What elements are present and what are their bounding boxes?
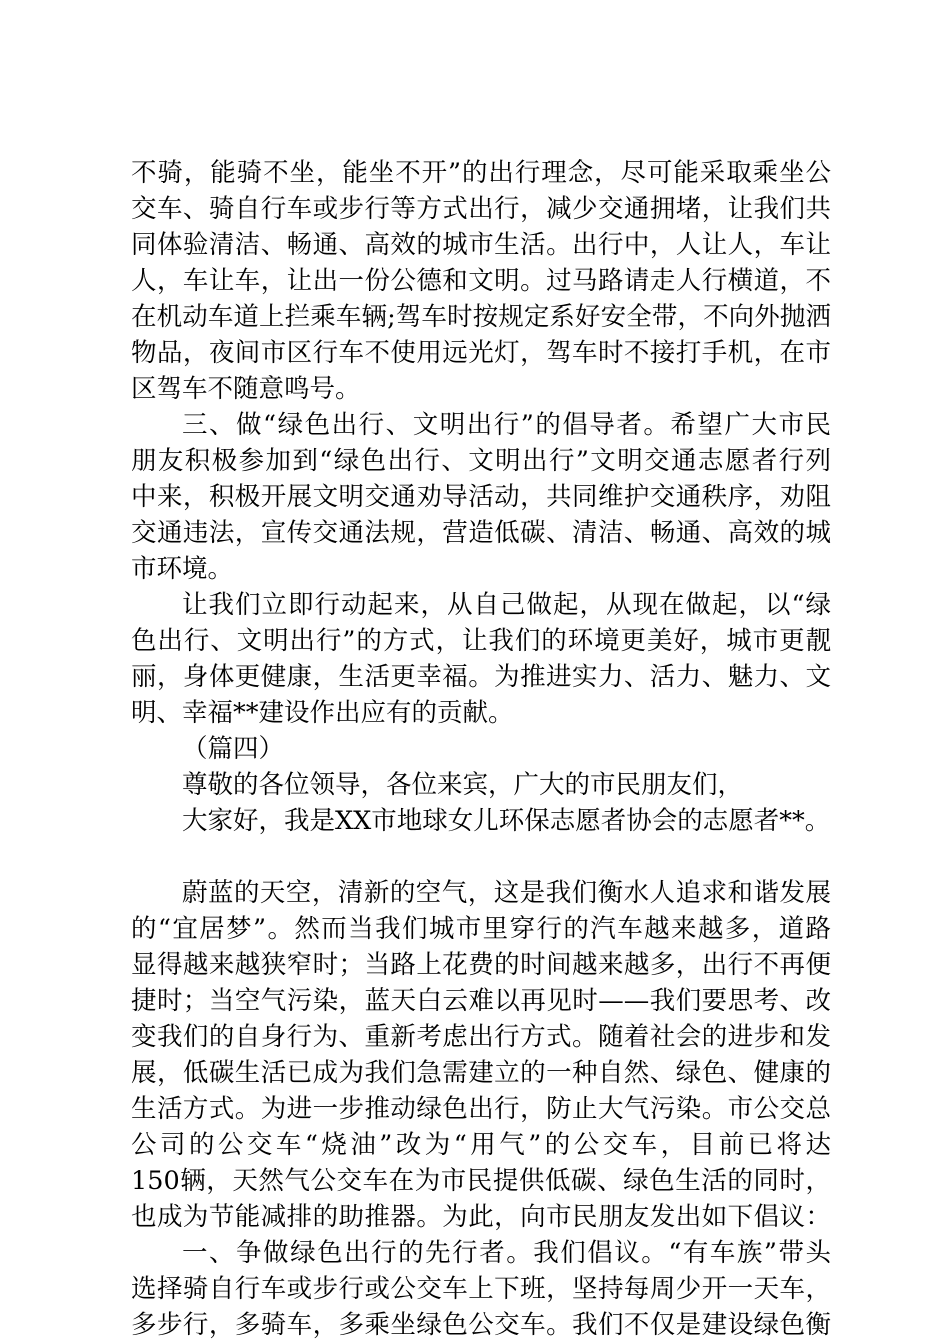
- text-line: 150辆，天然气公交车在为市民提供低碳、绿色生活的同时，: [131, 1166, 831, 1196]
- text-line: 中来，积极开展文明交通劝导活动，共同维护交通秩序，劝阻: [131, 482, 831, 512]
- text-line: 显得越来越狭窄时；当路上花费的时间越来越多，出行不再便: [131, 950, 831, 980]
- section-heading: （篇四）: [182, 734, 285, 764]
- text-line: 同体验清洁、畅通、高效的城市生活。出行中，人让人，车让: [131, 230, 831, 260]
- text-line: 交通违法，宣传交通法规，营造低碳、清洁、畅通、高效的城: [131, 518, 831, 548]
- text-line: 色出行、文明出行”的方式，让我们的环境更美好，城市更靓: [131, 626, 831, 656]
- text-line: 市环境。: [131, 554, 234, 584]
- text-line: 生活方式。为进一步推动绿色出行，防止大气污染。市公交总: [131, 1094, 831, 1124]
- text-line: 多步行，多骑车，多乘坐绿色公交车。我们不仅是建设绿色衡: [131, 1310, 831, 1340]
- blank-line: [131, 839, 831, 875]
- text-line: 丽，身体更健康，生活更幸福。为推进实力、活力、魅力、文: [131, 662, 831, 692]
- text-line: 朋友积极参加到“绿色出行、文明出行”文明交通志愿者行列: [131, 446, 831, 476]
- text-line: 公司的公交车“烧油”改为“用气”的公交车，目前已将达: [131, 1130, 831, 1160]
- text-line: 让我们立即行动起来，从自己做起，从现在做起，以“绿: [182, 590, 831, 620]
- text-line: 物品，夜间市区行车不使用远光灯，驾车时不接打手机，在市: [131, 338, 831, 368]
- greeting-line: 大家好，我是XX市地球女儿环保志愿者协会的志愿者**。: [182, 806, 831, 836]
- text-line: 三、做“绿色出行、文明出行”的倡导者。希望广大市民: [182, 410, 831, 440]
- document-body: [131, 155, 831, 1343]
- text-line: 人，车让车，让出一份公德和文明。过马路请走人行横道，不: [131, 266, 831, 296]
- text-line: 不骑，能骑不坐，能坐不开”的出行理念，尽可能采取乘坐公: [131, 158, 831, 188]
- text-line: 在机动车道上拦乘车辆;驾车时按规定系好安全带，不向外抛洒: [131, 302, 831, 332]
- text-line: 的“宜居梦”。然而当我们城市里穿行的汽车越来越多，道路: [131, 914, 831, 944]
- salutation-line: 尊敬的各位领导，各位来宾，广大的市民朋友们，: [182, 770, 744, 800]
- text-line: 变我们的自身行为、重新考虑出行方式。随着社会的进步和发: [131, 1022, 831, 1052]
- text-line: 明、幸福**建设作出应有的贡献。: [131, 698, 514, 728]
- text-line: 蔚蓝的天空，清新的空气，这是我们衡水人追求和谐发展: [182, 878, 831, 908]
- text-line: 选择骑自行车或步行或公交车上下班，坚持每周少开一天车，: [131, 1274, 831, 1304]
- text-line: 交车、骑自行车或步行等方式出行，减少交通拥堵，让我们共: [131, 194, 831, 224]
- text-line: 展，低碳生活已成为我们急需建立的一种自然、绿色、健康的: [131, 1058, 831, 1088]
- text-line: 区驾车不随意鸣号。: [131, 374, 361, 404]
- text-line: 一、争做绿色出行的先行者。我们倡议。“有车族”带头: [182, 1238, 831, 1268]
- text-line: 捷时；当空气污染，蓝天白云难以再见时——我们要思考、改: [131, 986, 831, 1016]
- text-line: 也成为节能减排的助推器。为此，向市民朋友发出如下倡议：: [131, 1202, 831, 1232]
